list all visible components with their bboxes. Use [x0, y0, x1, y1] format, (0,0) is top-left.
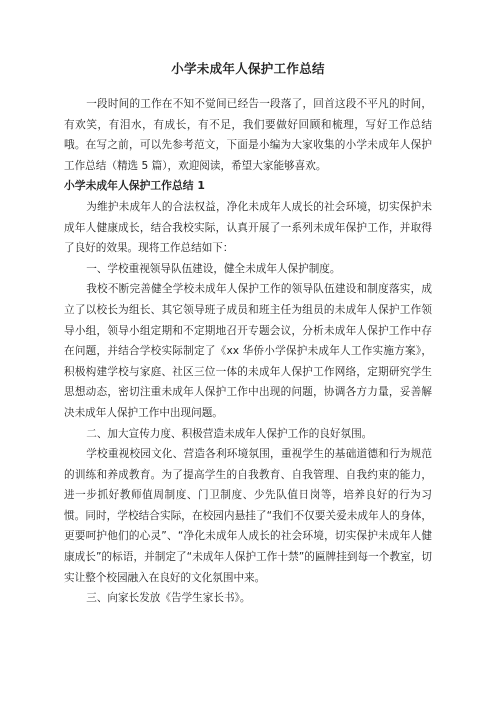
body-heading-1: 一、学校重视领导队伍建设，健全未成年人保护制度。 — [86, 262, 341, 275]
body-paragraph-1: 为维护未成年人的合法权益，净化未成年人成长的社会环境，切实保护未成年人健康成长，结合我校实际，认真开展了一系列未成年保护工作，并取得了良好的效果。现将工作总结如下： — [64, 200, 432, 255]
section-heading: 小学未成年人保护工作总结 1 — [64, 179, 205, 193]
body-heading-2: 二、加大宣传力度、积极营造未成年人保护工作的良好氛围。 — [86, 427, 373, 440]
body-paragraph-2: 我校不断完善健全学校未成年人保护工作的领导队伍建设和制度落实，成立了以校长为组长、其它领导班子成员和班主任为组员的未成年人保护工作领导小组，领导小组定期和不定期地召开专题会议，分析未成年人保护工作中存在问题，并结合学校实际制定了《xx 华侨小学保护未成年人工作实施方案》，积极构建学校与家庭、社区三位一体的未成年人保护工作网络，定期研究学生思想动态，密切注重未成年人保护工作中出现的问题，协调各方力量，妥善解决未成年人保护工作中出现问题。 — [64, 283, 432, 419]
intro-paragraph: 一段时间的工作在不知不觉间已经告一段落了，回首这段不平凡的时间，有欢笑，有泪水，有成长，有不足，我们要做好回顾和梳理，写好工作总结哦。在写之前，可以先参考范文，下面是小编为大家收集的小学未成年人保护工作总结（精选 5 篇），欢迎阅读，希望大家能够喜欢。 — [64, 98, 432, 172]
body-heading-3: 三、向家长发放《告学生家长书》。 — [86, 592, 251, 605]
body-paragraph-3: 学校重视校园文化、营造各利环境氛围，重视学生的基础道德和行为规范的训练和养成教育。为了提高学生的自我教育、自我管理、自我约束的能力，进一步抓好教师值周制度、门卫制度、少先队值日岗等，培养良好的行为习惯。同时，学校结合实际，在校园内悬挂了“我们不仅要关爱未成年人的身体，更要呵护他们的心灵”、“净化未成年人成长的社会环境，切实保护未成年人健康成长”的标语，并制定了“未成年人保护工作十禁”的匾牌挂到每一个教室，切实让整个校园融入在良好的文化氛围中来。 — [64, 448, 432, 584]
document-title: 小学未成年人保护工作总结 — [171, 61, 325, 76]
